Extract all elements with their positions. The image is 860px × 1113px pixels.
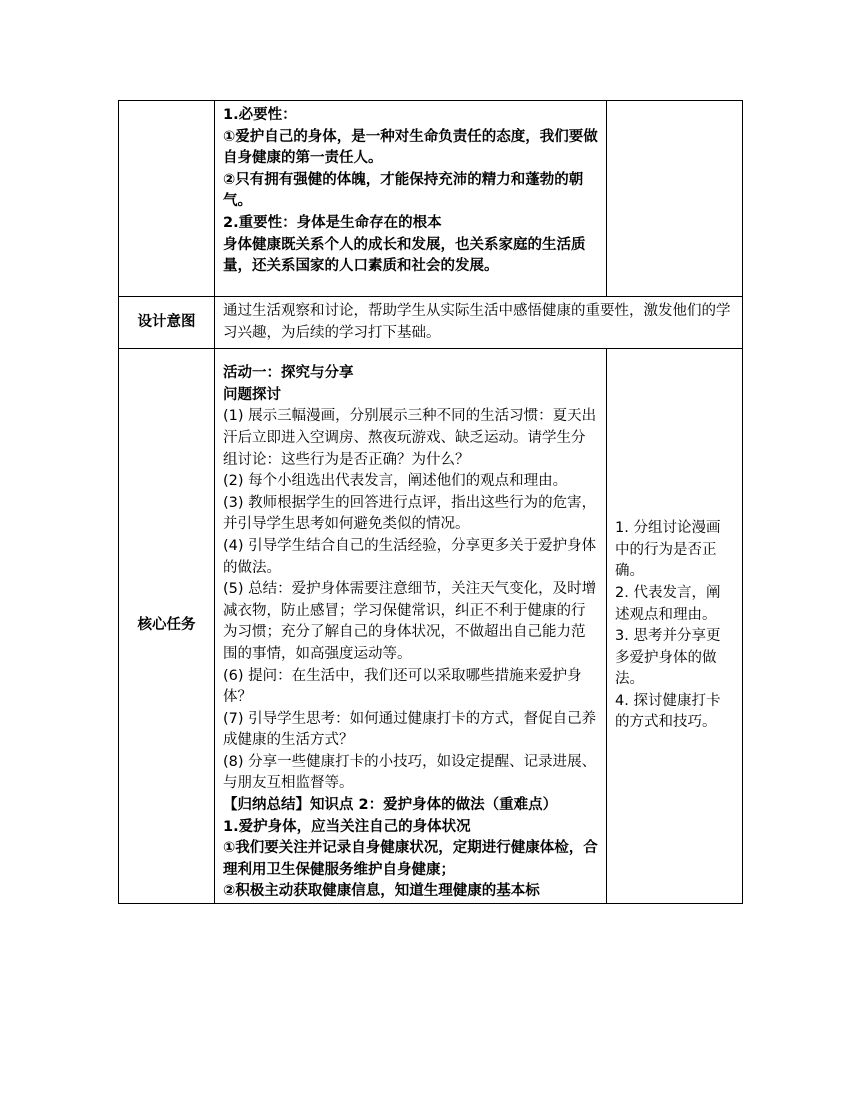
activity-title: 活动一：探究与分享: [223, 365, 354, 382]
core-task-cell: [215, 349, 607, 904]
row-label-design-intent: 设计意图: [119, 297, 215, 349]
student-activity-item: 3. 思考并分享更多爱护身体的做法。: [615, 628, 721, 688]
design-intent-text: 通过生活观察和讨论，帮助学生从实际生活中感悟健康的重要性，激发他们的学习兴趣，为后续的学习打下基础。: [215, 297, 743, 349]
step-item: (5) 总结：爱护身体需要注意细节，关注天气变化，及时增减衣物，防止感冒；学习保健常识，纠正不利于健康的行为习惯；充分了解自己的身体状况，不做超出自己能力范围的事情，如高强度运动等。: [223, 581, 597, 662]
student-activity-cell: [607, 349, 743, 904]
summary-line: 1.爱护身体，应当关注自己的身体状况: [223, 818, 471, 835]
row-label-empty: [119, 101, 215, 297]
section-title: 问题探讨: [223, 386, 281, 403]
summary-title: 【归纳总结】知识点 2：爱护身体的做法（重难点）: [223, 797, 558, 814]
summary-line: ②积极主动获取健康信息，知道生理健康的基本标: [223, 883, 540, 900]
step-item: (2) 每个小组选出代表发言，阐述他们的观点和理由。: [223, 473, 568, 490]
step-item: (8) 分享一些健康打卡的小技巧，如设定提醒、记录进展、与朋友互相监督等。: [223, 753, 597, 792]
text-line: ②只有拥有强健的体魄，才能保持充沛的精力和蓬勃的朝气。: [223, 171, 584, 210]
step-item: (6) 提问：在生活中，我们还可以采取哪些措施来爱护身体？: [223, 667, 582, 706]
row-label-core-task: 核心任务: [119, 349, 215, 904]
lesson-plan-table: [118, 100, 743, 904]
text-line: 1.必要性：: [223, 107, 297, 123]
step-item: (7) 引导学生思考：如何通过健康打卡的方式，督促自己养成健康的生活方式？: [223, 710, 597, 749]
summary-line: ①我们要关注并记录自身健康状况，定期进行健康体检，合理利用卫生保健服务维护自身健康；: [223, 840, 598, 878]
step-item: (1) 展示三幅漫画，分别展示三种不同的生活习惯：夏天出汗后立即进入空调房、熬夜玩游戏、缺乏运动。请学生分组讨论：这些行为是否正确？为什么？: [223, 408, 597, 468]
step-item: (4) 引导学生结合自己的生活经验，分享更多关于爱护身体的做法。: [223, 537, 597, 576]
text-line: 2.重要性：身体是生命存在的根本: [223, 214, 442, 231]
table-row: [119, 297, 743, 349]
student-activity-item: 2. 代表发言，阐述观点和理由。: [615, 584, 721, 623]
text-line: 身体健康既关系个人的成长和发展，也关系家庭的生活质量，还关系国家的人口素质和社会的发展。: [223, 236, 586, 275]
student-activity-item: 4. 探讨健康打卡的方式和技巧。: [615, 692, 721, 731]
text-line: ①爱护自己的身体，是一种对生命负责任的态度，我们要做自身健康的第一责任人。: [223, 128, 598, 167]
knowledge-cell: [215, 101, 607, 297]
table-row: [119, 101, 743, 297]
student-activity-empty: [607, 101, 743, 297]
student-activity-item: 1. 分组讨论漫画中的行为是否正确。: [615, 520, 721, 580]
step-item: (3) 教师根据学生的回答进行点评，指出这些行为的危害，并引导学生思考如何避免类似的情况。: [223, 494, 597, 533]
table-row: [119, 349, 743, 904]
